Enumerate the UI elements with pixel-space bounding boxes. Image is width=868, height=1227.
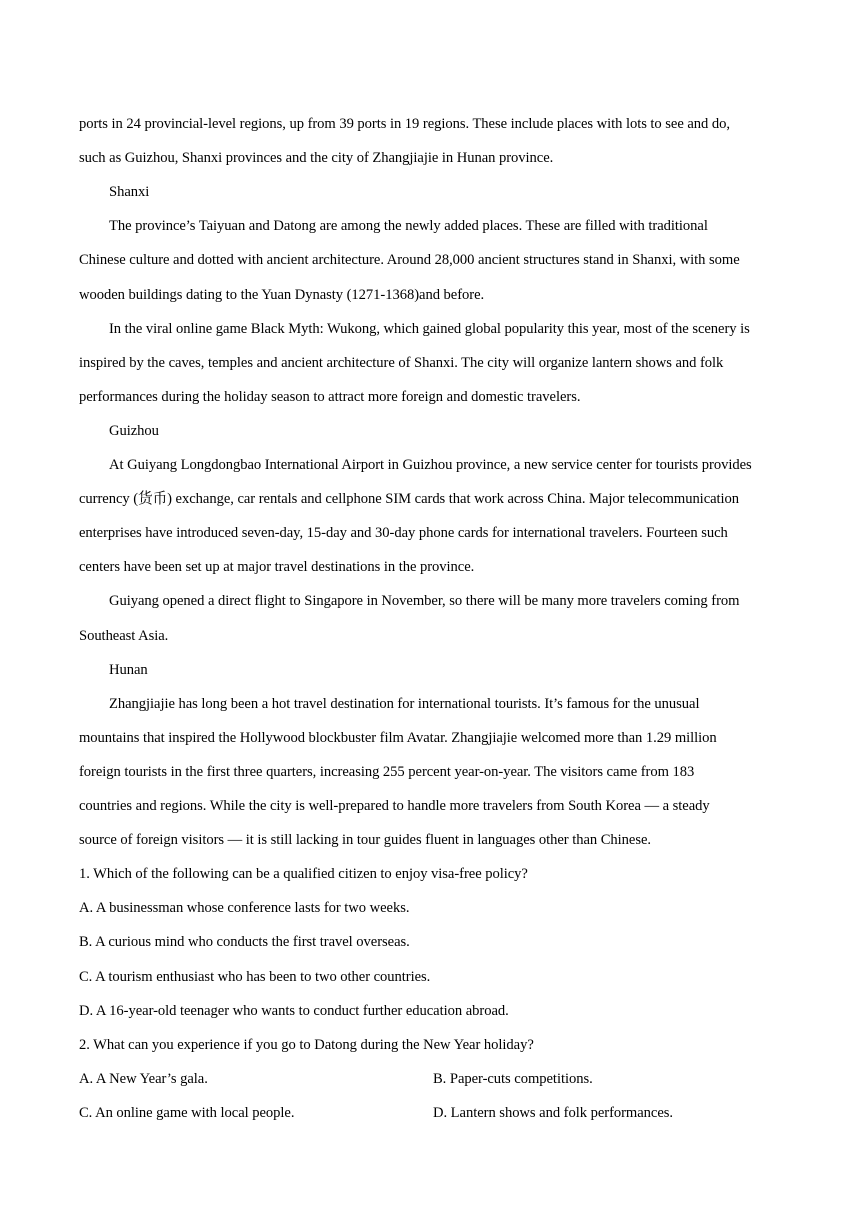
paragraph-line: foreign tourists in the first three quarters, increasing 255 percent year-on-year. The visitors came from 183 [79, 764, 695, 780]
question-2-option-b: B. Paper-cuts competitions. [433, 1071, 593, 1087]
paragraph-line: such as Guizhou, Shanxi provinces and the city of Zhangjiajie in Hunan province. [79, 150, 554, 166]
question-1-option-a: A. A businessman whose conference lasts for two weeks. [79, 900, 410, 916]
section-heading-guizhou: Guizhou [109, 423, 159, 439]
paragraph-line: Chinese culture and dotted with ancient architecture. Around 28,000 ancient structures stand in Shanxi, with some [79, 252, 740, 268]
paragraph-line: mountains that inspired the Hollywood blockbuster film Avatar. Zhangjiajie welcomed more than 1.29 million [79, 730, 717, 746]
paragraph-line: inspired by the caves, temples and ancient architecture of Shanxi. The city will organize lantern shows and folk [79, 355, 724, 371]
paragraph-line: performances during the holiday season to attract more foreign and domestic travelers. [79, 389, 581, 405]
question-2-option-c: C. An online game with local people. [79, 1105, 295, 1121]
question-1-option-d: D. A 16-year-old teenager who wants to conduct further education abroad. [79, 1003, 509, 1019]
question-1-stem: 1. Which of the following can be a qualified citizen to enjoy visa-free policy? [79, 866, 528, 882]
paragraph-line: The province’s Taiyuan and Datong are among the newly added places. These are filled with traditional [109, 218, 708, 234]
paragraph-line: currency (货币) exchange, car rentals and cellphone SIM cards that work across China. Major telecommunication [79, 491, 740, 507]
paragraph-line: Zhangjiajie has long been a hot travel destination for international tourists. It’s famous for the unusual [109, 696, 700, 712]
section-heading-shanxi: Shanxi [109, 184, 150, 200]
paragraph-line: In the viral online game Black Myth: Wukong, which gained global popularity this year, most of the scenery is [109, 321, 750, 337]
paragraph-line: ports in 24 provincial-level regions, up from 39 ports in 19 regions. These include places with lots to see and do, [79, 116, 730, 132]
section-heading-hunan: Hunan [109, 662, 148, 678]
paragraph-line: Southeast Asia. [79, 628, 169, 644]
question-1-option-b: B. A curious mind who conducts the first travel overseas. [79, 934, 410, 950]
paragraph-line: At Guiyang Longdongbao International Airport in Guizhou province, a new service center for tourists provides [109, 457, 752, 473]
question-1-option-c: C. A tourism enthusiast who has been to two other countries. [79, 969, 431, 985]
question-2-stem: 2. What can you experience if you go to Datong during the New Year holiday? [79, 1037, 534, 1053]
paragraph-line: countries and regions. While the city is well-prepared to handle more travelers from South Korea — a steady [79, 798, 710, 814]
question-2-option-d: D. Lantern shows and folk performances. [433, 1105, 673, 1121]
paragraph-line: Guiyang opened a direct flight to Singapore in November, so there will be many more travelers coming from [109, 593, 740, 609]
paragraph-line: centers have been set up at major travel destinations in the province. [79, 559, 475, 575]
paragraph-line: source of foreign visitors — it is still lacking in tour guides fluent in languages other than Chinese. [79, 832, 652, 848]
paragraph-line: enterprises have introduced seven-day, 15-day and 30-day phone cards for international travelers. Fourteen such [79, 525, 728, 541]
paragraph-line: wooden buildings dating to the Yuan Dynasty (1271-1368)and before. [79, 287, 485, 303]
question-2-option-a: A. A New Year’s gala. [79, 1071, 208, 1087]
